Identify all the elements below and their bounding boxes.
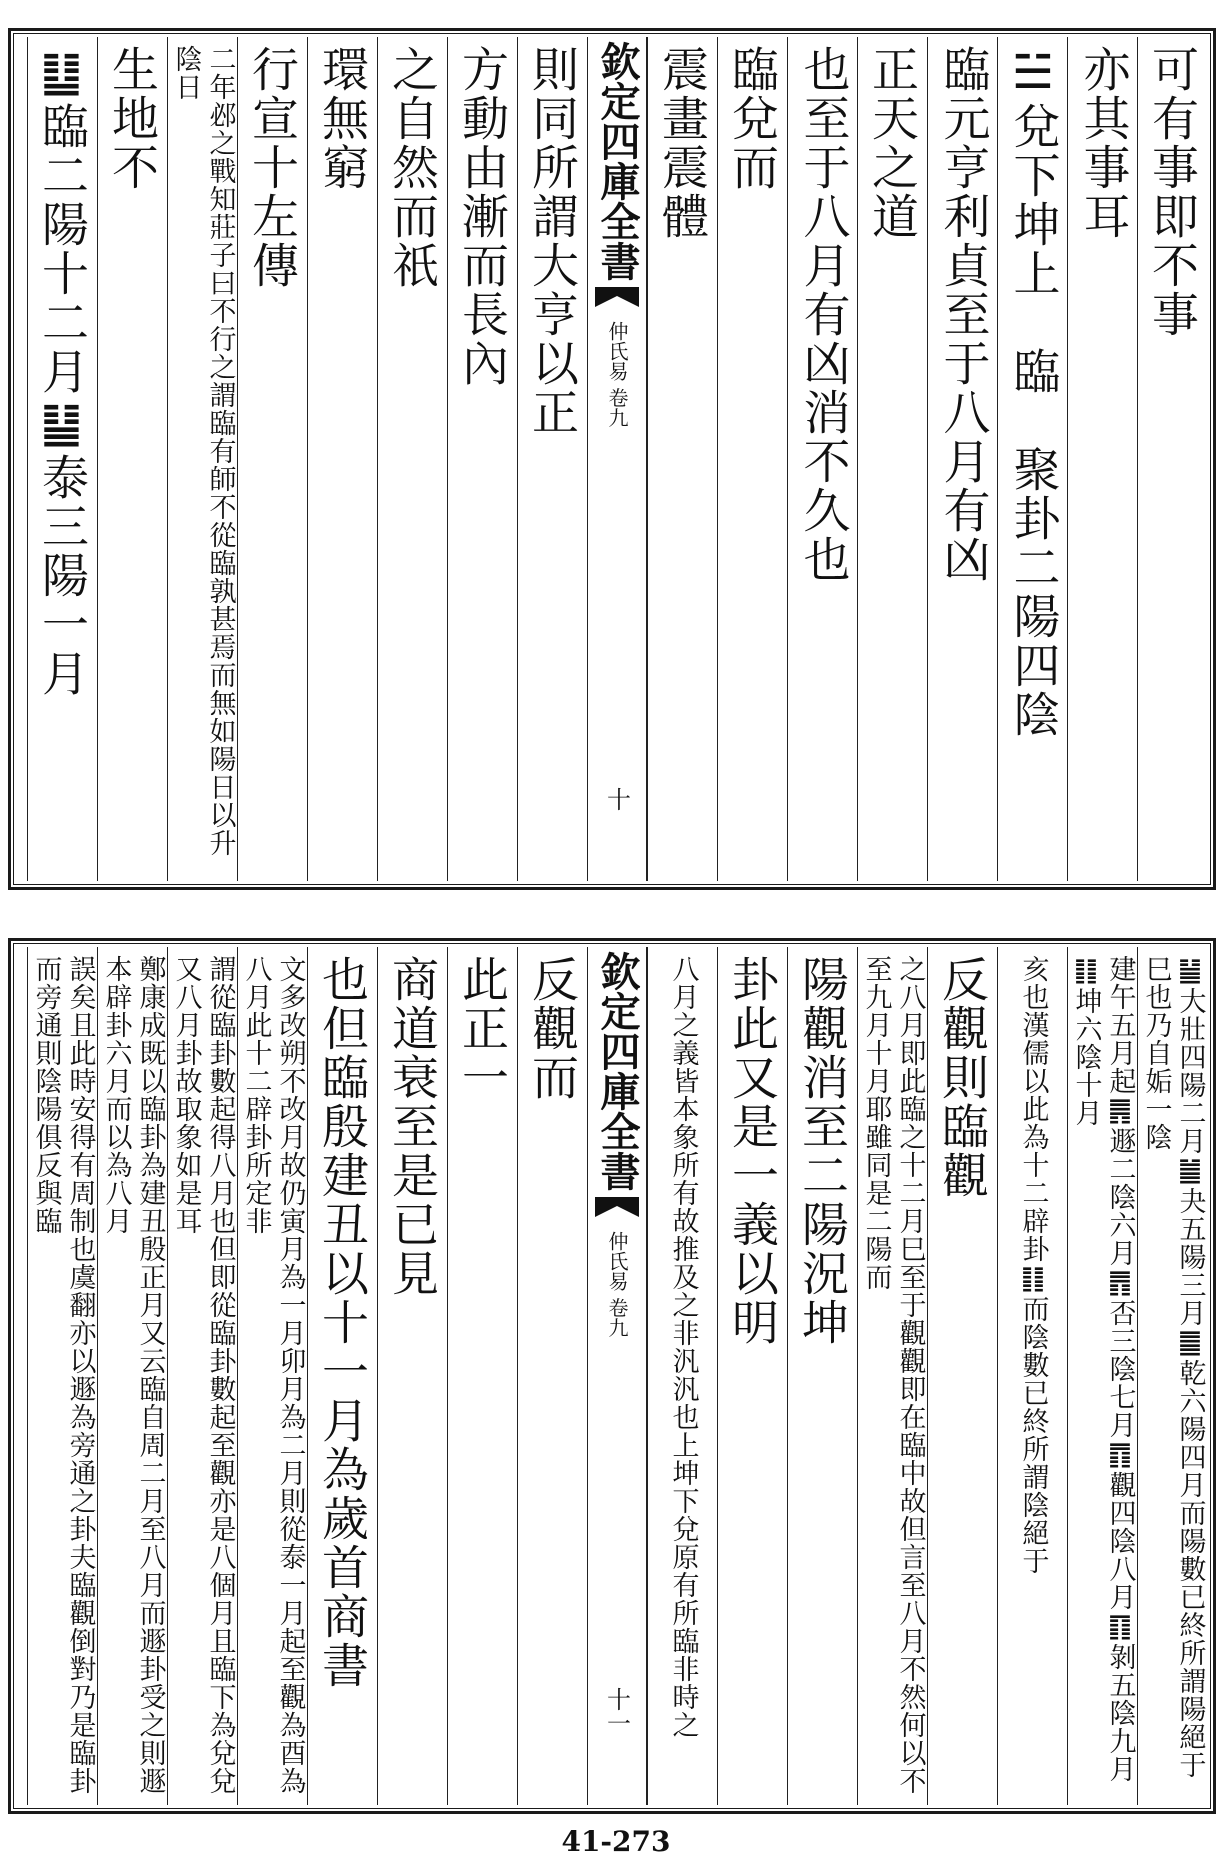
text-column: 也至于八月有凶消不久也 xyxy=(787,37,857,881)
text-column-small: 文多改朔不改月故仍寅月為一月卯月為二月則從泰一月起至觀為酉為八月此十二辟卦所定非 xyxy=(237,947,307,1805)
text-column: 臨兌而 xyxy=(717,37,787,881)
text-column: 此正一 xyxy=(447,947,517,1805)
text-column: 亦其事耳 xyxy=(1067,37,1137,881)
text-column: 可有事即不事 xyxy=(1137,37,1207,881)
page-number: 十一 xyxy=(602,1687,631,1735)
text-column: 商道衰至是已見 xyxy=(377,947,447,1805)
hexagram-heading-column: ☱兌下坤上 臨 聚卦二陽四陰 xyxy=(997,37,1067,881)
page-footer-number: 41-273 xyxy=(561,1825,671,1858)
text-column-small: 誤矣且此時安得有周制也虞翻亦以遯為旁通之卦夫臨觀倒對乃是臨卦而旁通則陰陽俱反與臨 xyxy=(27,947,97,1805)
page-number: 十 xyxy=(602,787,631,811)
text-column-small: 八月之義皆本象所有故推及之非汎汎也上坤下兌原有所臨非時之 xyxy=(647,947,717,1805)
text-column-small: 謂從臨卦數起得八月也但即從臨卦數起至觀亦是八個月且臨下為兌兌又八月卦故取象如是耳 xyxy=(167,947,237,1805)
text-column: 行宣十左傳 xyxy=(237,37,307,881)
bottom-page-panel xyxy=(8,938,1216,1814)
text-column: 震畫震體 xyxy=(647,37,717,881)
text-column-small: 建午五月起䷠遯二陰六月䷋否三陰七月䷓觀四陰八月䷖剝五陰九月䷁坤六陰十月 xyxy=(1067,947,1137,1805)
text-column: 陽觀消至二陽況坤 xyxy=(787,947,857,1805)
book-title: 欽定四庫全書 xyxy=(594,41,641,281)
book-title: 欽定四庫全書 xyxy=(594,951,641,1191)
fish-tail-mark xyxy=(595,287,639,307)
top-page-panel xyxy=(8,28,1216,890)
text-column: 反觀而 xyxy=(517,947,587,1805)
text-column-small: 二年邲之戰知莊子曰不行之謂臨有師不從臨孰甚焉而無如陽日以升陰日 xyxy=(167,37,237,881)
fish-tail-mark xyxy=(595,1197,639,1217)
text-column: 則同所謂大亨以正 xyxy=(517,37,587,881)
text-column: 卦此又是一義以明 xyxy=(717,947,787,1805)
text-column: 環無窮 xyxy=(307,37,377,881)
page-spine xyxy=(587,37,647,881)
text-column: 生地不 xyxy=(97,37,167,881)
text-column: ䷒臨二陽十二月䷊泰三陽一月 xyxy=(27,37,97,881)
page-spine xyxy=(587,947,647,1805)
text-column: 臨元亨利貞至于八月有凶 xyxy=(927,37,997,881)
text-column: 反觀則臨觀 xyxy=(927,947,997,1805)
volume-label: 仲氏易 卷九 xyxy=(605,321,629,428)
text-column-small: ䷡大壯四陽二月䷪夬五陽三月䷀乾六陽四月而陽數已終所謂陽絕于巳也乃自姤一陰 xyxy=(1137,947,1207,1805)
text-column: 方動由漸而長內 xyxy=(447,37,517,881)
text-column: 也但臨殷建丑以十一月為歲首商書 xyxy=(307,947,377,1805)
text-column: 之自然而祇 xyxy=(377,37,447,881)
volume-label: 仲氏易 卷九 xyxy=(605,1231,629,1338)
text-column: 正天之道 xyxy=(857,37,927,881)
text-column-small: 亥也漢儒以此為十二辟卦䷁而陰數已終所謂陰絕于 xyxy=(997,947,1067,1805)
text-column-small: 鄭康成既以臨卦為建丑殷正月又云臨自周二月至八月而遯卦受之則遯本辟卦六月而以為八月 xyxy=(97,947,167,1805)
text-column-small: 之八月即此臨之十二月巳至于觀觀即在臨中故但言至八月不然何以不至九月十月耶雖同是二陽而 xyxy=(857,947,927,1805)
